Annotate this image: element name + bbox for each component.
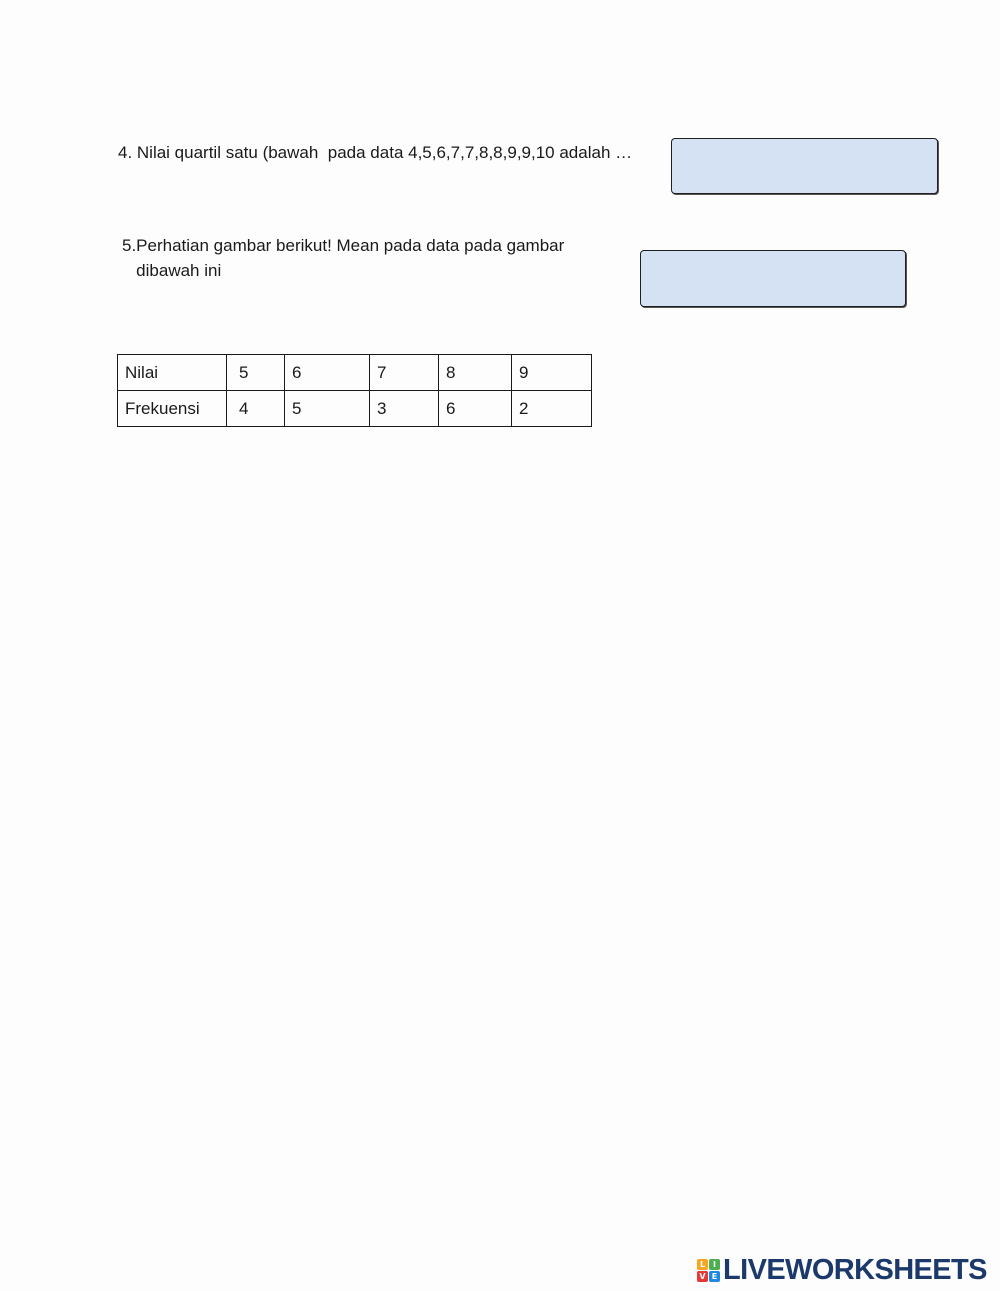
table-cell: 6 bbox=[285, 355, 370, 391]
table-cell: 3 bbox=[370, 391, 439, 427]
frequency-table bbox=[117, 354, 592, 427]
table-cell: 2 bbox=[512, 391, 592, 427]
question-5-text: 5.Perhatian gambar berikut! Mean pada data pada gambar dibawah ini bbox=[122, 236, 565, 280]
logo-tile: L bbox=[697, 1259, 708, 1270]
question-5-answer-input[interactable] bbox=[640, 250, 906, 307]
table-cell: 4 bbox=[227, 391, 285, 427]
logo-tile: V bbox=[697, 1271, 708, 1282]
table-row bbox=[118, 355, 592, 391]
table-cell: 5 bbox=[285, 391, 370, 427]
logo-tile: I bbox=[709, 1259, 720, 1270]
table-cell: 6 bbox=[439, 391, 512, 427]
brand-name: LIVEWORKSHEETS bbox=[723, 1254, 987, 1286]
liveworksheets-logo-icon bbox=[697, 1259, 720, 1282]
table-cell: 8 bbox=[439, 355, 512, 391]
table-cell: 9 bbox=[512, 355, 592, 391]
table-cell: 5 bbox=[227, 355, 285, 391]
liveworksheets-brand[interactable] bbox=[697, 1255, 987, 1285]
table-cell: Nilai bbox=[118, 355, 227, 391]
table-cell: Frekuensi bbox=[118, 391, 227, 427]
table-cell: 7 bbox=[370, 355, 439, 391]
question-4-answer-input[interactable] bbox=[671, 138, 938, 194]
question-4-text: 4. Nilai quartil satu (bawah pada data 4,5,6,7,7,8,8,9,9,10 adalah … bbox=[118, 143, 633, 162]
table-row bbox=[118, 391, 592, 427]
logo-tile: E bbox=[709, 1271, 720, 1282]
